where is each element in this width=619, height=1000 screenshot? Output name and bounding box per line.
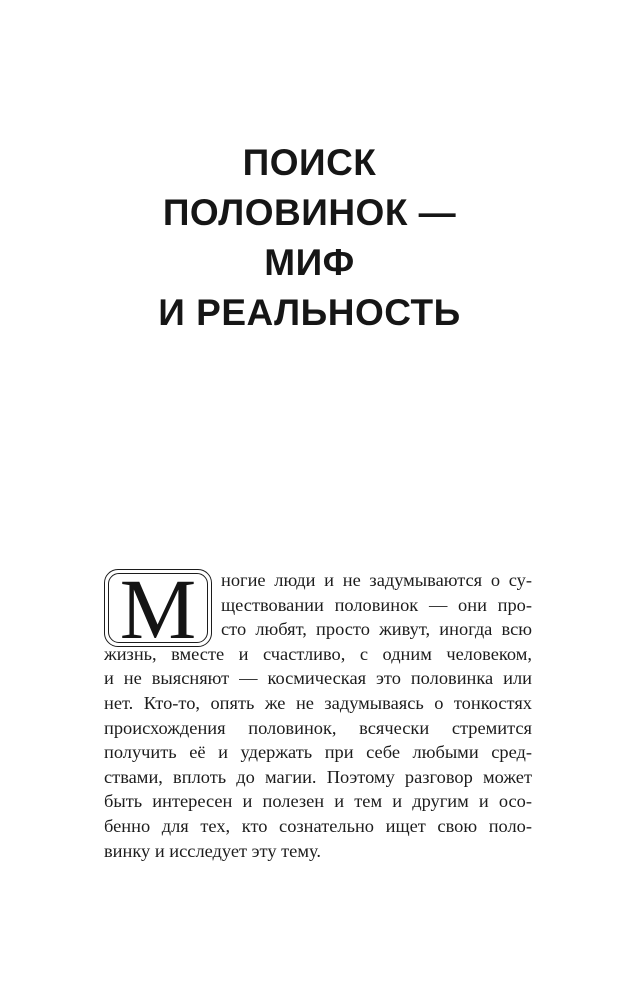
paragraph-line: ствами, вплоть до магии. Поэтому разговор может xyxy=(104,766,532,787)
drop-cap-letter: М xyxy=(119,561,197,657)
chapter-title-line: И РЕАЛЬНОСТЬ xyxy=(158,292,461,333)
paragraph-line: нет. Кто-то, опять же не задумываясь о тонкостях xyxy=(104,692,532,713)
paragraph-line: жизнь, вместе и счастливо, с одним человеком, xyxy=(104,643,532,664)
paragraph-line: бенно для тех, кто сознательно ищет свою поло- xyxy=(104,815,532,836)
chapter-title xyxy=(0,138,619,338)
paragraph-line: ществовании половинок — они про- xyxy=(221,594,532,615)
drop-cap-frame xyxy=(104,561,212,657)
paragraph-line: винку и исследует эту тему. xyxy=(104,840,321,861)
paragraph-line: получить её и удержать при себе любыми сред- xyxy=(104,742,532,763)
paragraph-line: происхождения половинок, всячески стремится xyxy=(104,717,532,738)
chapter-title-line: ПОЛОВИНОК — xyxy=(162,192,457,233)
chapter-title-line: МИФ xyxy=(264,242,355,283)
paragraph-line: сто любят, просто живут, иногда всю xyxy=(221,619,532,640)
chapter-title-line: ПОИСК xyxy=(242,142,377,183)
paragraph-line: быть интересен и полезен и тем и другим и осо- xyxy=(104,791,532,812)
paragraph-line: ногие люди и не задумываются о су- xyxy=(221,570,532,590)
paragraph-line: и не выясняют — космическая это половинка или xyxy=(104,668,532,689)
